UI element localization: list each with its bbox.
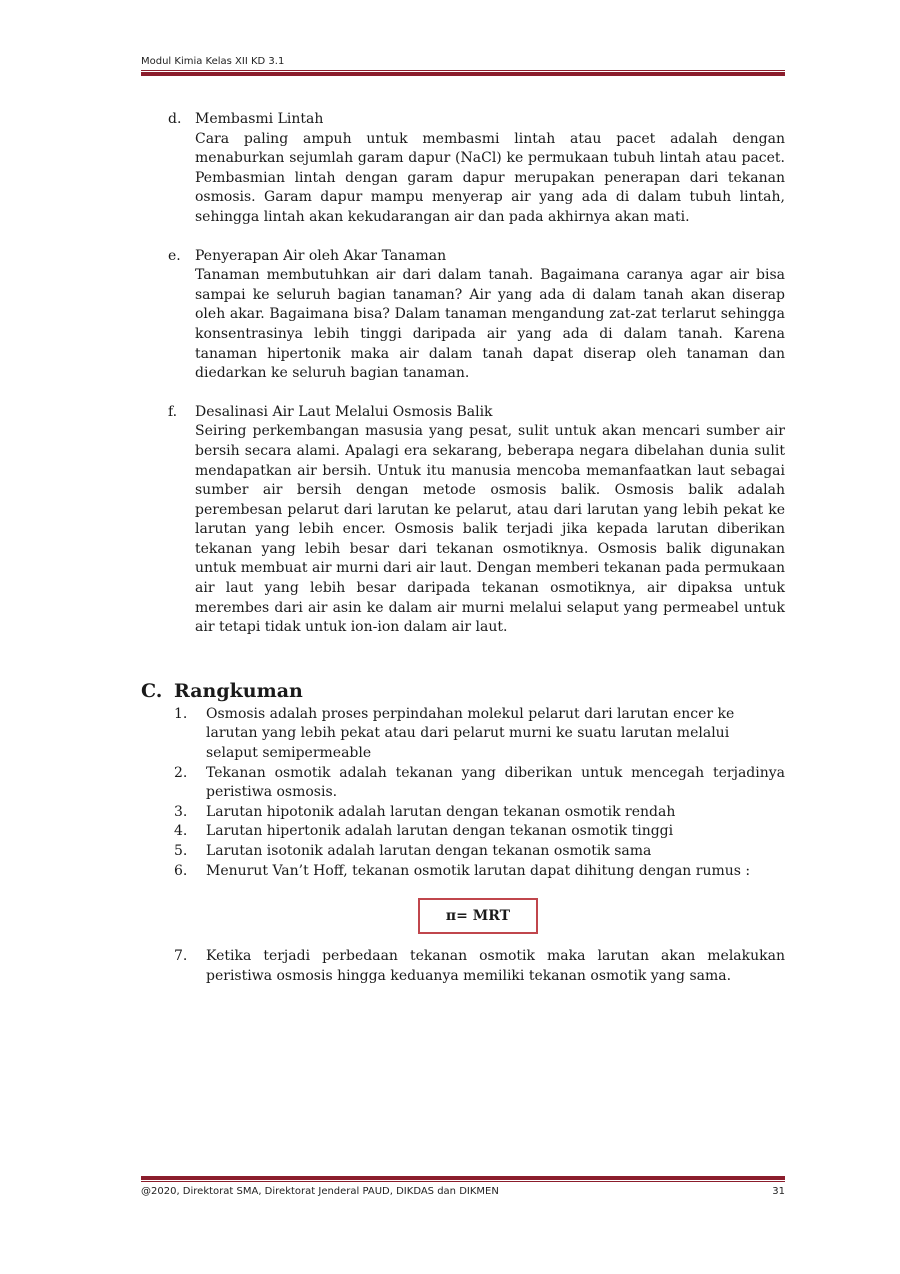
list-marker: d. bbox=[168, 111, 182, 127]
section-number: C. bbox=[141, 679, 163, 702]
summary-text: Larutan hipotonik adalah larutan dengan tekanan osmotik rendah bbox=[206, 803, 676, 820]
summary-item-5 bbox=[141, 842, 785, 862]
formula-container bbox=[141, 898, 785, 934]
summary-text: Tekanan osmotik adalah tekanan yang diberikan untuk mencegah terjadinya peristiwa osmosis. bbox=[206, 764, 785, 801]
list-marker: 7. bbox=[174, 948, 188, 965]
item-title: Membasmi Lintah bbox=[195, 111, 324, 127]
list-marker: f. bbox=[168, 403, 178, 420]
summary-item-2 bbox=[141, 764, 785, 803]
item-title: Penyerapan Air oleh Akar Tanaman bbox=[195, 247, 447, 264]
footer-rule bbox=[141, 1176, 785, 1182]
list-item-d bbox=[141, 110, 785, 228]
header-rule bbox=[141, 70, 785, 76]
summary-text: Larutan isotonik adalah larutan dengan tekanan osmotik sama bbox=[206, 843, 652, 859]
summary-item-7 bbox=[141, 947, 785, 986]
list-marker: 4. bbox=[174, 823, 188, 840]
summary-text: Osmosis adalah proses perpindahan molekul pelarut dari larutan encer ke larutan yang lebih pekat atau dari pelarut murni ke suatu larutan melalui selaput semipermeable bbox=[206, 705, 735, 762]
footer-copyright: @2020, Direktorat SMA, Direktorat Jenderal PAUD, DIKDAS dan DIKMEN bbox=[141, 1186, 499, 1197]
summary-text: Menurut Van’t Hoff, tekanan osmotik larutan dapat dihitung dengan rumus : bbox=[206, 862, 751, 879]
list-marker: 6. bbox=[174, 862, 188, 879]
section-heading bbox=[141, 679, 785, 703]
list-marker: 5. bbox=[174, 843, 188, 859]
osmotic-pressure-formula: π= MRT bbox=[418, 898, 538, 934]
page-footer bbox=[141, 1186, 785, 1197]
summary-item-4 bbox=[141, 822, 785, 842]
summary-item-6 bbox=[141, 862, 785, 882]
list-item-f bbox=[141, 403, 785, 638]
item-body: Tanaman membutuhkan air dari dalam tanah. Bagaimana caranya agar air bisa sampai ke seluruh bagian tanaman? Air yang ada di dalam tanah akan diserap oleh akar. Bagaimana bisa? Dalam tanaman mengandung zat-zat terlarut sehingga konsentrasinya lebih tinggi daripada air yang ada di dalam tanah. Karena tanaman hipertonik maka air dalam tanah dapat diserap oleh tanaman dan diedarkan ke seluruh bagian tanaman. bbox=[195, 267, 785, 382]
list-marker: 1. bbox=[174, 705, 188, 722]
list-marker: e. bbox=[168, 247, 181, 264]
item-title: Desalinasi Air Laut Melalui Osmosis Balik bbox=[195, 403, 493, 420]
section-title: Rangkuman bbox=[174, 679, 303, 702]
page-number: 31 bbox=[772, 1186, 785, 1197]
item-body: Seiring perkembangan masusia yang pesat, sulit untuk akan mencari sumber air bersih secara alami. Apalagi era sekarang, beberapa negara dibelahan dunia sulit mendapatkan air bersih. Untuk itu manusia mencoba memanfaatkan laut sebagai sumber air bersih dengan metode osmosis balik. Osmosis balik adalah perembesan pelarut dari larutan ke pelarut, atau dari larutan yang lebih pekat ke larutan yang lebih encer. Osmosis balik terjadi jika kepada larutan diberikan tekanan yang lebih besar dari tekanan osmotiknya. Osmosis balik digunakan untuk membuat air murni dari air laut. Dengan memberi tekanan pada permukaan air laut yang lebih besar daripada tekanan osmotiknya, air dipaksa untuk merembes dari air asin ke dalam air murni melalui selaput yang permeabel untuk air tetapi tidak untuk ion-ion dalam air laut. bbox=[195, 423, 785, 636]
page-content bbox=[141, 110, 785, 986]
list-marker: 3. bbox=[174, 803, 188, 820]
summary-item-3 bbox=[141, 803, 785, 823]
list-marker: 2. bbox=[174, 764, 188, 781]
list-item-e bbox=[141, 247, 785, 384]
page-header-title: Modul Kimia Kelas XII KD 3.1 bbox=[141, 56, 285, 67]
item-body: Cara paling ampuh untuk membasmi lintah atau pacet adalah dengan menaburkan sejumlah garam dapur (NaCl) ke permukaan tubuh lintah atau pacet. Pembasmian lintah dengan garam dapur merupakan penerapan dari tekanan osmosis. Garam dapur mampu menyerap air yang ada di dalam tubuh lintah, sehingga lintah akan kekudarangan air dan pada akhirnya akan mati. bbox=[195, 130, 785, 225]
summary-item-1 bbox=[141, 705, 785, 764]
summary-text: Ketika terjadi perbedaan tekanan osmotik maka larutan akan melakukan peristiwa osmosis hingga keduanya memiliki tekanan osmotik yang sama. bbox=[206, 948, 785, 984]
summary-text: Larutan hipertonik adalah larutan dengan tekanan osmotik tinggi bbox=[206, 823, 674, 840]
